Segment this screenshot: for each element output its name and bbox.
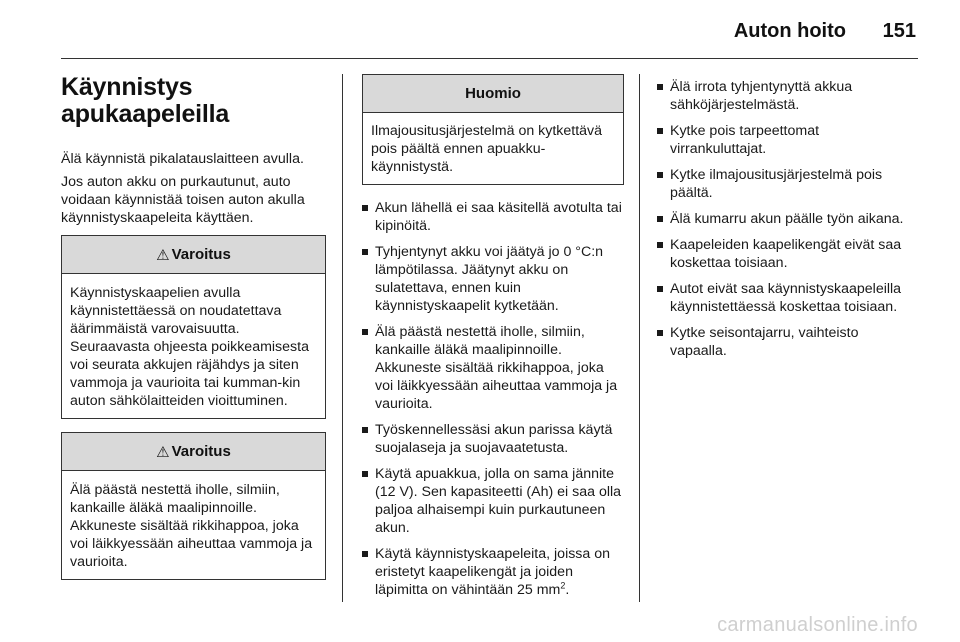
warning-box-2 [61,432,326,580]
note-box [362,74,624,185]
list-item: Käytä käynnistyskaapeleita, joissa on eristetyt kaapelikengät ja joiden läpimitta on vähintään 25 $mm^2$. [362,545,624,599]
bullet-square-icon [362,329,368,335]
note-box-title: Huomio [465,85,521,102]
warning-box-header [62,433,325,471]
bullet-square-icon [362,205,368,211]
watermark: carmanualsonline.info [717,614,918,636]
bullet-square-icon [362,551,368,557]
bullet-square-icon [657,286,663,292]
column-right [657,78,919,368]
intro-paragraph-1: Älä käynnistä pikalatauslaitteen avulla. [61,151,304,167]
bullet-square-icon [657,172,663,178]
list-item: Kaapeleiden kaapelikengät eivät saa koskettaa toisiaan. [657,236,919,272]
list-item: Älä irrota tyhjentynyttä akkua sähköjärjestelmästä. [657,78,919,114]
chapter-title: Auton hoito [733,20,846,42]
list-item: Autot eivät saa käynnistyskaapeleilla käynnistettäessä koskettaa toisiaan. [657,280,919,316]
list-item: Kytke ilmajousitusjärjestelmä pois päältä. [657,166,919,202]
bullet-square-icon [657,216,663,222]
column-divider-right [639,74,640,602]
note-box-text: Ilmajousitusjärjestelmä on kytkettävä pois päältä ennen apuakku-käynnistystä. [371,123,603,175]
precaution-list [362,199,624,599]
bullet-square-icon [657,128,663,134]
warning-box-title: Varoitus [171,246,231,263]
procedure-list [657,78,919,360]
list-item: Akun lähellä ei saa käsitellä avotulta tai kipinöitä. [362,199,624,235]
list-item: Älä päästä nestettä iholle, silmiin, kankaille äläkä maalipinnoille. Akkuneste sisältää rikkihappoa, joka voi läikkyessään aiheuttaa vammoja ja vaurioita. [362,323,624,413]
warning-box-text: Älä päästä nestettä iholle, silmiin, kankaille äläkä maalipinnoille. Akkuneste sisältää rikkihappoa, joka voi läikkyessään aiheuttaa vammoja ja vaurioita. [70,482,313,570]
intro-paragraph-2: Jos auton akku on purkautunut, auto voidaan käynnistää toisen auton akulla käynnistyskaapeleita käyttäen. [61,174,305,226]
bullet-square-icon [657,242,663,248]
column-left [61,74,326,580]
warning-box-header [62,236,325,274]
bullet-square-icon [657,84,663,90]
column-middle [362,74,624,607]
section-heading [61,74,326,128]
bullet-square-icon [362,249,368,255]
bullet-square-icon [657,330,663,336]
list-item: Kytke seisontajarru, vaihteisto vapaalla. [657,324,919,360]
superscript-2: 2 [560,580,566,591]
warning-triangle-icon: ⚠ [156,443,170,461]
page-number: 151 [882,20,916,42]
warning-box-title: Varoitus [171,443,231,460]
warning-box-1 [61,235,326,419]
bullet-square-icon [362,471,368,477]
warning-box-text: Käynnistyskaapelien avulla käynnistettäessä on noudatettava äärimmäistä varovaisuutta. Seuraavasta ohjeesta poikkeamisesta voi seurata akkujen räjähdys ja siten vammoja ja vaurioita tai kumman-kin auton sähkölaitteiden vioittuminen. [70,285,309,409]
column-divider-left [342,74,343,602]
heading-line-1: Käynnistys [61,73,193,101]
heading-line-2: apukaapeleilla [61,100,230,128]
list-item: Käytä apuakkua, jolla on sama jännite (12 V). Sen kapasiteetti (Ah) ei saa olla paljoa alhaisempi kuin purkautuneen akun. [362,465,624,537]
list-item: Tyhjentynyt akku voi jäätyä jo 0 °C:n lämpötilassa. Jäätynyt akku on sulatettava, ennen kuin käynnistyskaapelit kytketään. [362,243,624,315]
list-item: Työskennellessäsi akun parissa käytä suojalaseja ja suojavaatetusta. [362,421,624,457]
bullet-square-icon [362,427,368,433]
note-box-header [363,75,623,113]
list-item: Älä kumarru akun päälle työn aikana. [657,210,919,228]
list-item: Kytke pois tarpeettomat virrankuluttajat. [657,122,919,158]
warning-triangle-icon: ⚠ [156,246,170,264]
header-rule [61,58,918,59]
